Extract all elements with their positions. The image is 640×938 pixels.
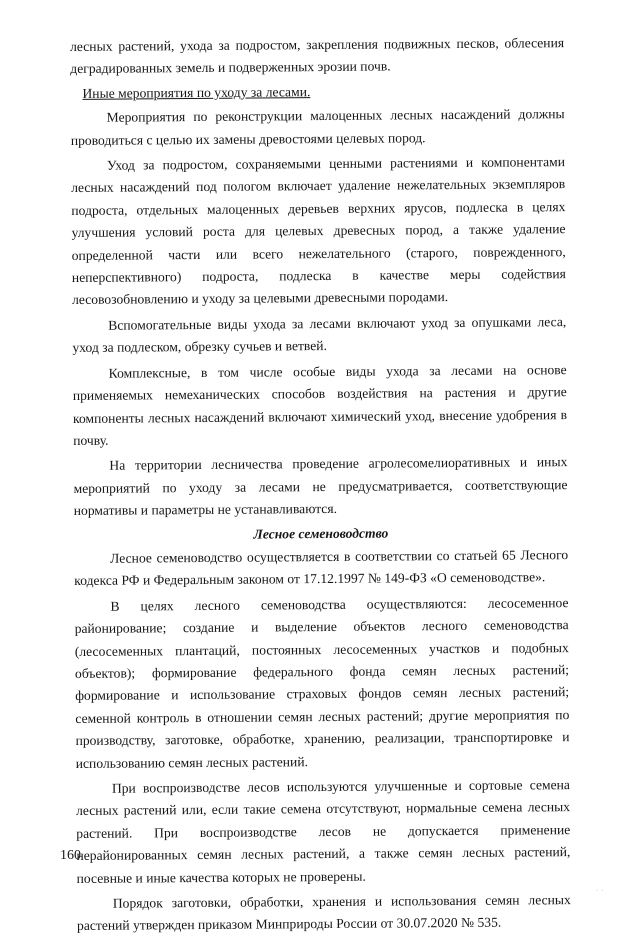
body-paragraph: На территории лесничества проведение агролесомелиоративных и иных мероприятий по уходу за лесами не предусматривается, соответствующие нормативы и параметры не устанавливаются. (73, 454, 568, 519)
body-paragraph: В целях лесного семеноводства осуществляются: лесосеменное районирование; создание и выделение объектов лесного семеноводства (лесосеменных плантаций, постоянных лесосеменных участков и подобных объектов); формирование федерального фонда семян лесных растений; формирование и использование страховых фондов семян лесных растений; семенной контроль в отношении семян лесных растений; другие мероприятия по производству, заготовке, обработке, хранению, реализации, транспортировке и использованию семян лесных растений. (74, 594, 570, 771)
intro-continuation-paragraph: лесных растений, ухода за подростом, закрепления подвижных песков, облесения деградированных земель и подверженных эрозии почв. (70, 35, 565, 77)
body-paragraph: Уход за подростом, сохраняемыми ценными растениями и компонентами лесных насаждений под пологом включает удаление нежелательных экземпляров подроста, отдельных малоценных деревьев верхних ярусов, подлеска в целях улучшения условий роста для целевых древесных пород, а также удаление определенной части или всего нежелательного (старого, поврежденного, неперспективного) подроста, подлеска в качестве меры содействия лесовозобновлению и уходу за целевыми древесными породами. (71, 154, 566, 308)
body-paragraph: Порядок заготовки, обработки, хранения и использования семян лесных растений утвержден приказом Минприроды России от 30.07.2020 № 535. (76, 892, 571, 934)
seed-section-title: Лесное семеноводство (253, 525, 389, 542)
body-paragraph: Лесное семеноводство осуществляется в соответствии со статьей 65 Лесного кодекса РФ и Федеральным законом от 17.12.1997 № 149-ФЗ «О семеноводстве». (74, 547, 569, 589)
page-body (70, 32, 571, 938)
body-paragraph: Мероприятия по реконструкции малоценных лесных насаждений должны проводиться с целью их замены древостоями целевых пород. (70, 106, 565, 148)
other-measures-heading: Иные мероприятия по уходу за лесами. (82, 83, 311, 101)
page-number: 160 (60, 848, 81, 863)
scan-artifact-dots: · · (596, 888, 605, 894)
body-paragraph: При воспроизводстве лесов используются улучшенные и сортовые семена лесных растений или, если такие семена отсутствуют, нормальные семена лесных растений. При воспроизводстве лесов не допускается применение нерайонированных семян лесных растений, а также семян лесных растений, посевные и иные качества которых не проверены. (76, 777, 571, 886)
body-paragraph: Вспомогательные виды ухода за лесами включают уход за опушками леса, уход за подлеском, обрезку сучьев и ветвей. (72, 313, 567, 356)
body-paragraph: Комплексные, в том числе особые виды ухода за лесами на основе применяемых немеханических способов воздействия на растения и другие компоненты лесных насаждений включают химический уход, внесение удобрения в почву. (72, 361, 568, 448)
